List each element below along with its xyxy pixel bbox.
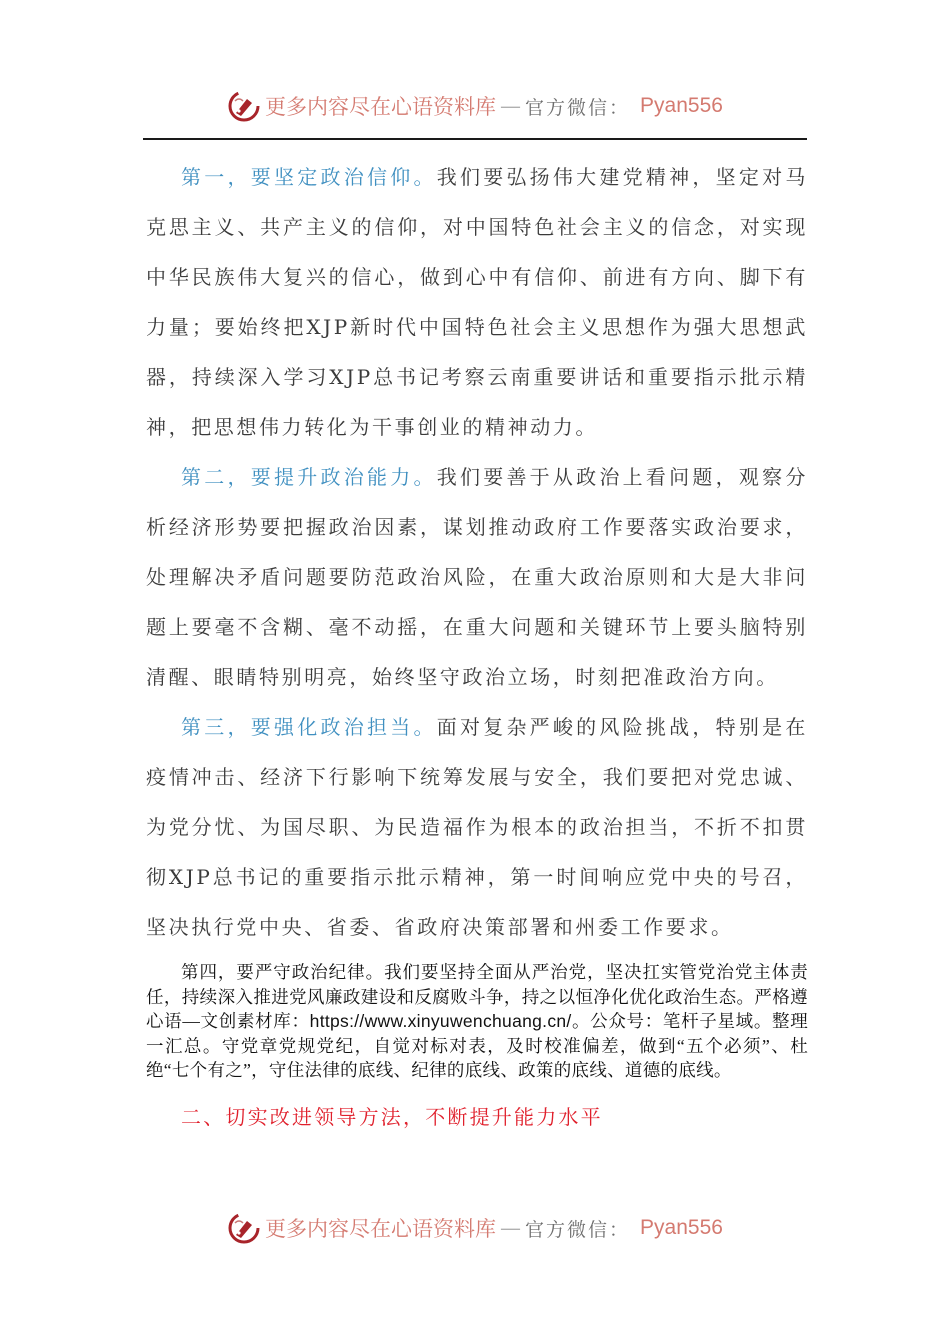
banner-main-text: 更多内容尽在心语资料库 (265, 1217, 497, 1241)
banner-main-text: 更多内容尽在心语资料库 (265, 95, 497, 119)
paragraph-third (146, 702, 808, 952)
banner-wechat-id: Pyan556 (640, 94, 723, 117)
section-heading: 二、切实改进领导方法，不断提升能力水平 (181, 1104, 603, 1129)
paragraph-lead: 第三，要强化政治担当。 (181, 715, 437, 739)
paragraph-text-part2: 。公众号：笔杆子星域。整理一汇总。守党章党规党纪，自觉对标对表，及时校准偏差，做到“五个必须”、杜绝“七个有之”，守住法律的底线、纪律的底线、政策的底线、道德的底线。 (146, 1011, 808, 1080)
banner-wechat-label: 官方微信： (525, 96, 631, 119)
paragraph-body: 我们要善于从政治上看问题，观察分析经济形势要把握政治因素，谋划推动政府工作要落实政治要求，处理解决矛盾问题要防范政治风险，在重大政治原则和大是大非问题上要毫不含糊、毫不动摇，在重大问题和关键环节上要头脑特别清醒、眼睛特别明亮，始终坚守政治立场，时刻把准政治方向。 (146, 465, 808, 689)
paragraph-body: 我们要弘扬伟大建党精神，坚定对马克思主义、共产主义的信仰，对中国特色社会主义的信念，对实现中华民族伟大复兴的信心，做到心中有信仰、前进有方向、脚下有力量；要始终把XJP新时代中国特色社会主义思想作为强大思想武器，持续深入学习XJP总书记考察云南重要讲话和重要指示批示精神，把思想伟力转化为干事创业的精神动力。 (146, 165, 808, 439)
paragraph-text-part1: 第四，要严守政治纪律。我们要坚持全面从严治党，坚决扛实管党治党主体责任，持续深入推进党风廉政建设和反腐败斗争，持之以恒净化优化政治生态。严格遵心语—文创素材库： (146, 962, 808, 1031)
footer-banner (227, 1211, 723, 1245)
paragraph-fourth (146, 952, 808, 1083)
paragraph-lead: 第一，要坚定政治信仰。 (181, 165, 437, 189)
pen-nib-logo-icon (227, 89, 261, 123)
paragraph-lead: 第二，要提升政治能力。 (181, 465, 437, 489)
page-header (0, 86, 950, 126)
banner-wechat-label: 官方微信： (525, 1218, 631, 1241)
banner-dash: — (500, 1216, 522, 1240)
paragraph-second (146, 452, 808, 702)
header-divider (143, 138, 807, 140)
page-footer (0, 1208, 950, 1248)
pen-nib-logo-icon (227, 1211, 261, 1245)
document-body (146, 152, 808, 1130)
header-banner (227, 89, 723, 123)
banner-dash: — (500, 94, 522, 118)
website-link[interactable]: https://www.xinyuwenchuang.cn/ (309, 1011, 572, 1031)
paragraph-body: 面对复杂严峻的风险挑战，特别是在疫情冲击、经济下行影响下统筹发展与安全，我们要把对党忠诚、为党分忧、为国尽职、为民造福作为根本的政治担当，不折不扣贯彻XJP总书记的重要指示批示精神，第一时间响应党中央的号召，坚决执行党中央、省委、省政府决策部署和州委工作要求。 (146, 715, 808, 939)
banner-wechat-id: Pyan556 (640, 1216, 723, 1239)
paragraph-first (146, 152, 808, 452)
